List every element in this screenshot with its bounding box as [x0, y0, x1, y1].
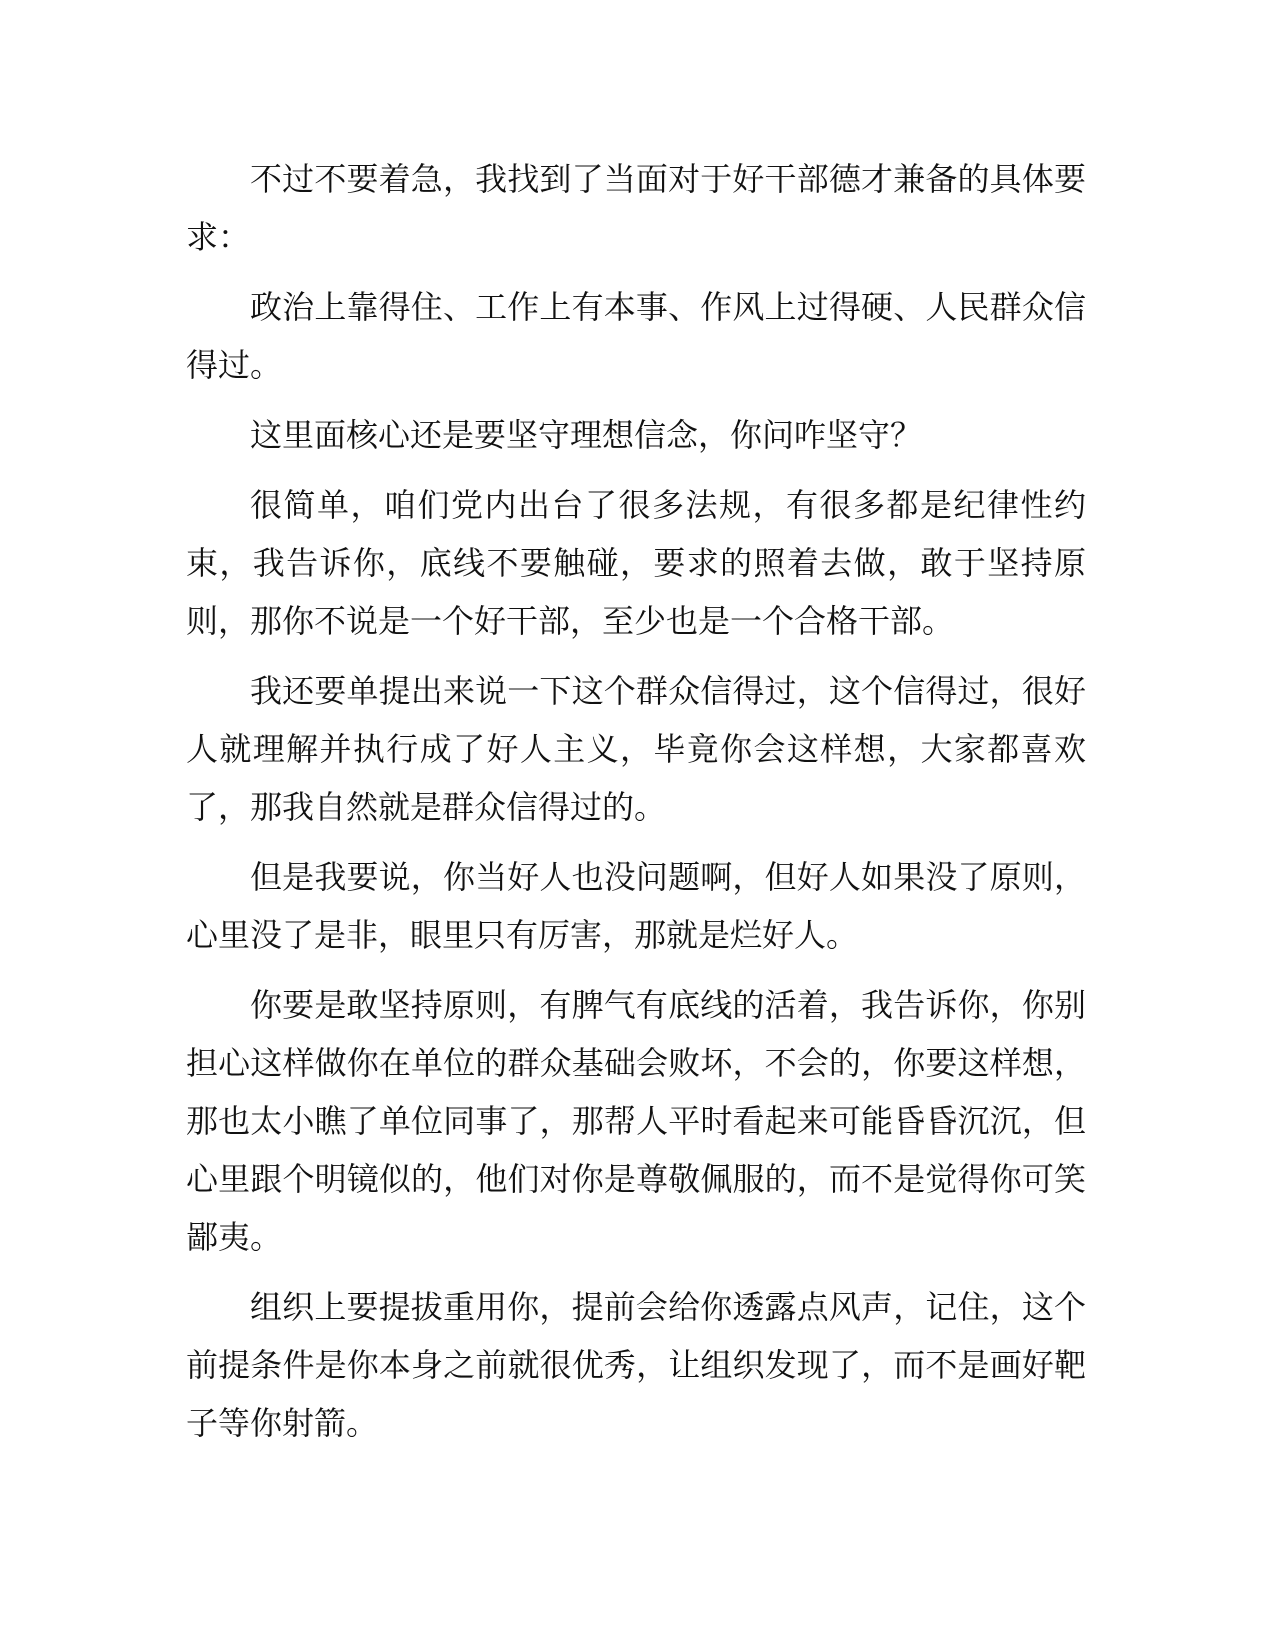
paragraph-1: 不过不要着急，我找到了当面对于好干部德才兼备的具体要求： — [186, 160, 1086, 256]
paragraph-8: 组织上要提拔重用你，提前会给你透露点风声，记住，这个前提条件是你本身之前就很优秀，让组织发现了，而不是画好靶子等你射箭。 — [186, 1288, 1086, 1442]
paragraph-2: 政治上靠得住、工作上有本事、作风上过得硬、人民群众信得过。 — [186, 288, 1086, 384]
paragraph-4: 很简单，咱们党内出台了很多法规，有很多都是纪律性约束，我告诉你，底线不要触碰，要求的照着去做，敢于坚持原则，那你不说是一个好干部，至少也是一个合格干部。 — [186, 486, 1086, 640]
paragraph-6: 但是我要说，你当好人也没问题啊，但好人如果没了原则，心里没了是非，眼里只有厉害，那就是烂好人。 — [186, 858, 1086, 954]
paragraph-3: 这里面核心还是要坚守理想信念，你问咋坚守？ — [250, 416, 923, 454]
paragraph-5: 我还要单提出来说一下这个群众信得过，这个信得过，很好人就理解并执行成了好人主义，毕竟你会这样想，大家都喜欢了，那我自然就是群众信得过的。 — [186, 672, 1086, 826]
paragraph-7: 你要是敢坚持原则，有脾气有底线的活着，我告诉你，你别担心这样做你在单位的群众基础会败坏，不会的，你要这样想，那也太小瞧了单位同事了，那帮人平时看起来可能昏昏沉沉，但心里跟个明镜似的，他们对你是尊敬佩服的，而不是觉得你可笑鄙夷。 — [186, 986, 1086, 1256]
document-body — [186, 150, 1086, 1464]
